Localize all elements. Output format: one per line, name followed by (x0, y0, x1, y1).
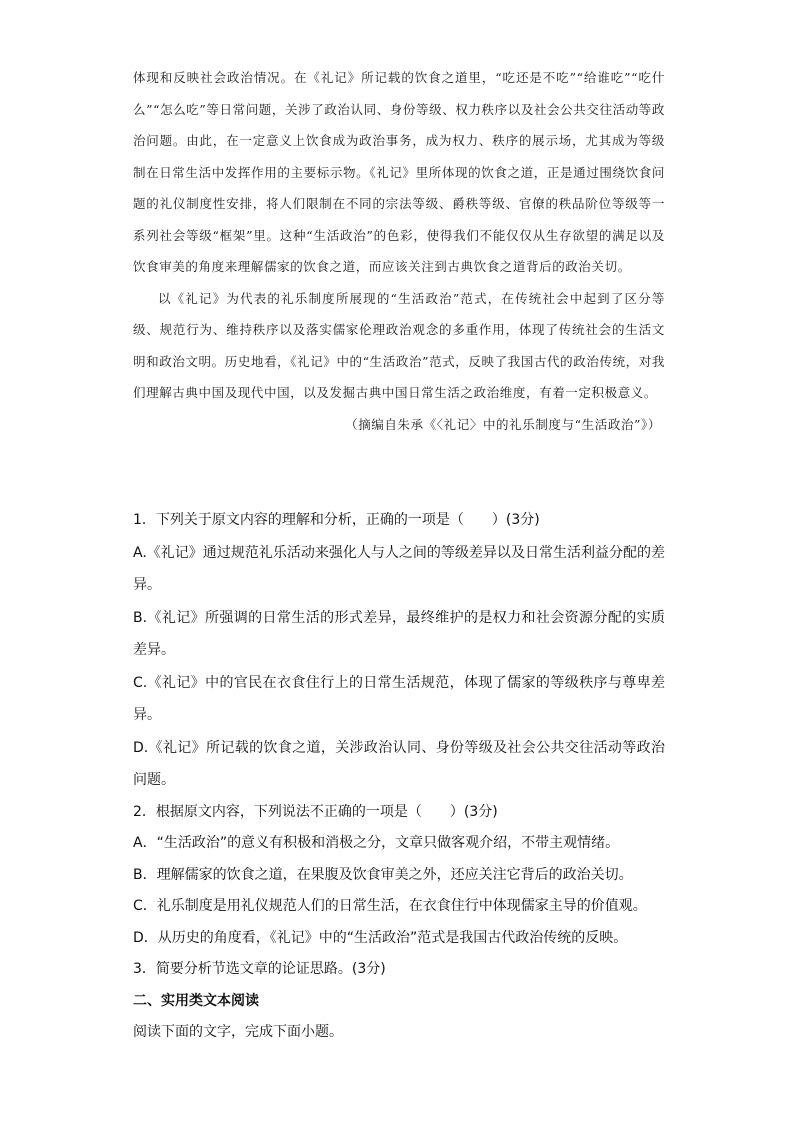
question-1-option-d: D.《礼记》所记载的饮食之道，关涉政治认同、身份等级及社会公共交往活动等政治问题。 (133, 739, 665, 788)
questions-area (133, 504, 665, 1049)
question-1-stem: 1．下列关于原文内容的理解和分析，正确的一项是（ ）(3分) (133, 512, 540, 528)
question-2-option-c: C．礼乐制度是用礼仪规范人们的日常生活，在衣食住行中体现儒家主导的价值观。 (133, 898, 647, 914)
question-2-option-a: A．“生活政治”的意义有积极和消极之分，文章只做客观介绍，不带主观情绪。 (133, 835, 620, 851)
passage-source: （摘编自朱承《〈礼记〉中的礼乐制度与“生活政治”》） (345, 416, 661, 432)
question-1-option-a: A.《礼记》通过规范礼乐活动来强化人与人之间的等级差异以及日常生活利益分配的差异。 (133, 544, 665, 593)
passage-paragraph-1: 体现和反映社会政治情况。在《礼记》所记载的饮食之道里，“吃还是不吃”“给谁吃”“吃什么”“怎么吃”等日常问题，关涉了政治认同、身份等级、权力秩序以及社会公共交往活动等政治问题。由此，在一定意义上饮食成为政治事务，成为权力、秩序的展示场，尤其成为等级制在日常生活中发挥作用的主要标示物。《礼记》里所体现的饮食之道，正是通过围绕饮食问题的礼仪制度性安排，将人们限制在不同的宗法等级、爵秩等级、官僚的秩品阶位等级等一系列社会等级“框架”里。这种“生活政治”的色彩，使得我们不能仅仅从生存欲望的满足以及饮食审美的角度来理解儒家的饮食之道，而应该关注到古典饮食之道背后的政治关切。 (133, 70, 665, 274)
question-2-option-b: B．理解儒家的饮食之道，在果腹及饮食审美之外，还应关注它背后的政治关切。 (133, 866, 633, 883)
question-3-stem: 3．简要分析节选文章的论证思路。(3分) (133, 961, 386, 977)
section-2-instruction: 阅读下面的文字，完成下面小题。 (133, 1024, 343, 1040)
passage-paragraph-2: 以《礼记》为代表的礼乐制度所展现的“生活政治”范式，在传统社会中起到了区分等级、规范行为、维持秩序以及落实儒家伦理政治观念的多重作用，体现了传统社会的生活文明和政治文明。历史地看，《礼记》中的“生活政治”范式，反映了我国古代的政治传统，对我们理解古典中国及现代中国，以及发掘古典中国日常生活之政治维度，有着一定积极意义。 (133, 290, 665, 400)
section-2-heading: 二、实用类文本阅读 (133, 992, 259, 1009)
question-2-stem: 2．根据原文内容，下列说法不正确的一项是（ ）(3分) (133, 803, 498, 820)
reading-passage (133, 62, 665, 440)
question-1 (133, 504, 665, 797)
question-1-option-b: B.《礼记》所强调的日常生活的形式差异，最终维护的是权力和社会资源分配的实质差异。 (133, 609, 665, 658)
question-2 (133, 797, 665, 955)
question-2-option-d: D．从历史的角度看，《礼记》中的“生活政治”范式是我国古代政治传统的反映。 (133, 929, 628, 946)
question-1-option-c: C.《礼记》中的官民在衣食住行上的日常生活规范，体现了儒家的等级秩序与尊卑差异。 (133, 674, 665, 723)
